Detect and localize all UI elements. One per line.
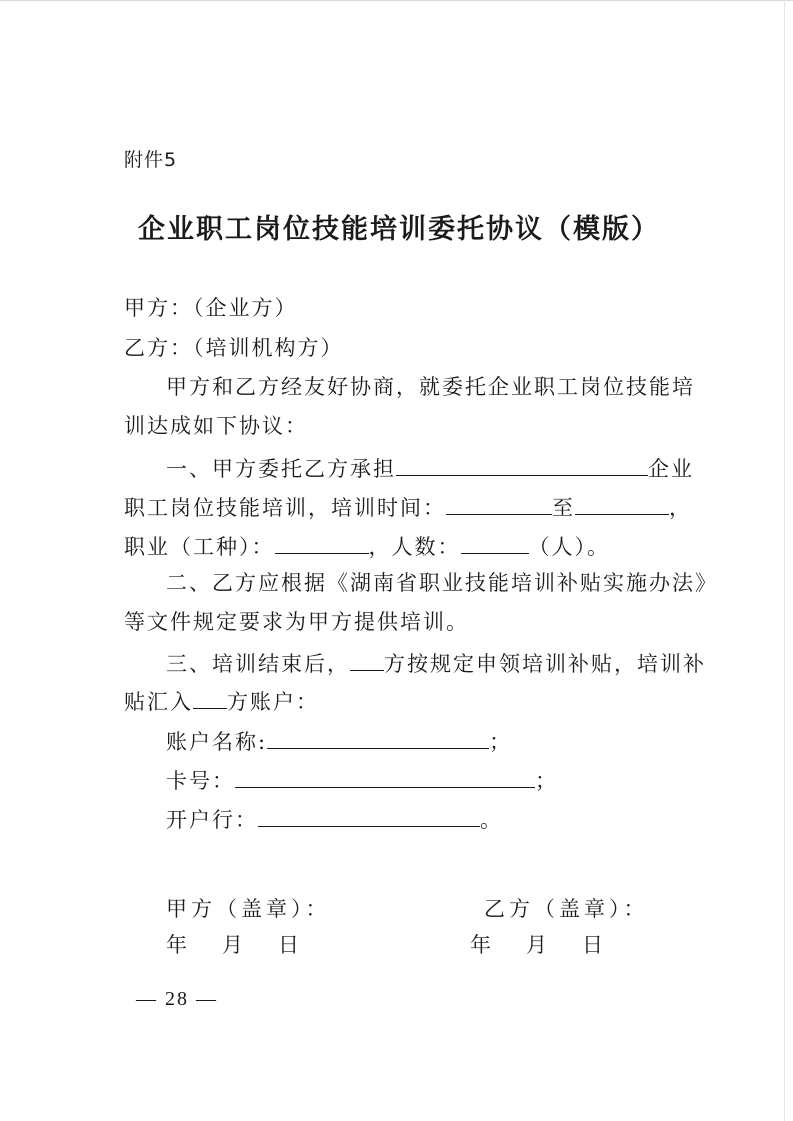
clause-3-text-c: 贴汇入: [124, 690, 193, 714]
party-b-line: 乙方：（培训机构方）: [124, 336, 344, 360]
account-name-end: ；: [489, 730, 513, 754]
party-b-seal-label: 乙方（盖章）：: [484, 897, 649, 921]
clause-1-text-d: 至: [552, 496, 575, 520]
clause-1-line-3: [124, 533, 610, 559]
training-start-blank[interactable]: [446, 494, 552, 515]
page-number: — 28 —: [136, 988, 218, 1010]
party-b-day: 日: [582, 933, 603, 957]
clause-1-text-h: （人）。: [528, 535, 610, 559]
clause-3-text-a: 三、培训结束后，: [166, 652, 350, 676]
page-edge-right: [784, 0, 785, 1121]
intro-line-1: 甲方和乙方经友好协商，就委托企业职工岗位技能培: [166, 375, 695, 399]
training-end-blank[interactable]: [575, 494, 669, 515]
occupation-blank[interactable]: [275, 533, 369, 554]
card-number-end: ；: [535, 769, 558, 793]
clause-1-text-b: 企业: [648, 457, 694, 481]
party-b-year: 年: [470, 933, 491, 957]
clause-1-line-1: [166, 455, 694, 481]
clause-3-text-d: 方账户：: [227, 690, 319, 714]
party-a-seal-label: 甲方（盖章）：: [166, 897, 331, 921]
clause-3-text-b: 方按规定申领培训补贴，培训补: [384, 652, 706, 676]
clause-1-text-g: ，人数：: [368, 535, 461, 559]
clause-1-text-e: ，: [669, 496, 692, 520]
clause-3-line-2: [124, 688, 319, 714]
party-a-month: 月: [222, 933, 243, 957]
party-a-day: 日: [278, 933, 299, 957]
entrusted-company-blank[interactable]: [396, 455, 648, 476]
clause-3-line-1: [166, 650, 706, 676]
account-name-label: 账户名称:: [166, 730, 268, 754]
applicant-party-blank[interactable]: [350, 650, 384, 671]
card-number-label: 卡号：: [166, 769, 235, 793]
bank-blank[interactable]: [258, 806, 480, 827]
party-a-year: 年: [166, 933, 187, 957]
card-number-line: [166, 767, 558, 793]
card-number-blank[interactable]: [235, 767, 535, 788]
page-edge-top: [0, 0, 793, 1]
clause-1-text-c: 职工岗位技能培训，培训时间：: [124, 496, 446, 520]
attachment-label: 附件5: [124, 149, 178, 171]
intro-line-2: 训达成如下协议：: [124, 414, 308, 438]
clause-2-line-2: 等文件规定要求为甲方提供培训。: [124, 610, 469, 634]
party-a-line: 甲方：（企业方）: [124, 296, 298, 320]
clause-1-text-a: 一、甲方委托乙方承担: [166, 457, 396, 481]
bank-end: 。: [480, 808, 503, 832]
bank-line: [166, 806, 503, 832]
clause-2-line-1: 二、乙方应根据《湖南省职业技能培训补贴实施办法》: [166, 571, 718, 595]
clause-1-line-2: [124, 494, 692, 520]
bank-label: 开户行：: [166, 808, 258, 832]
account-name-line: [166, 728, 512, 754]
clause-1-text-f: 职业（工种）：: [124, 535, 275, 559]
party-b-month: 月: [526, 933, 547, 957]
account-name-blank[interactable]: [267, 728, 489, 749]
payee-party-blank[interactable]: [193, 688, 227, 709]
headcount-blank[interactable]: [461, 533, 529, 554]
document-title: 企业职工岗位技能培训委托协议（模版）: [138, 214, 660, 245]
